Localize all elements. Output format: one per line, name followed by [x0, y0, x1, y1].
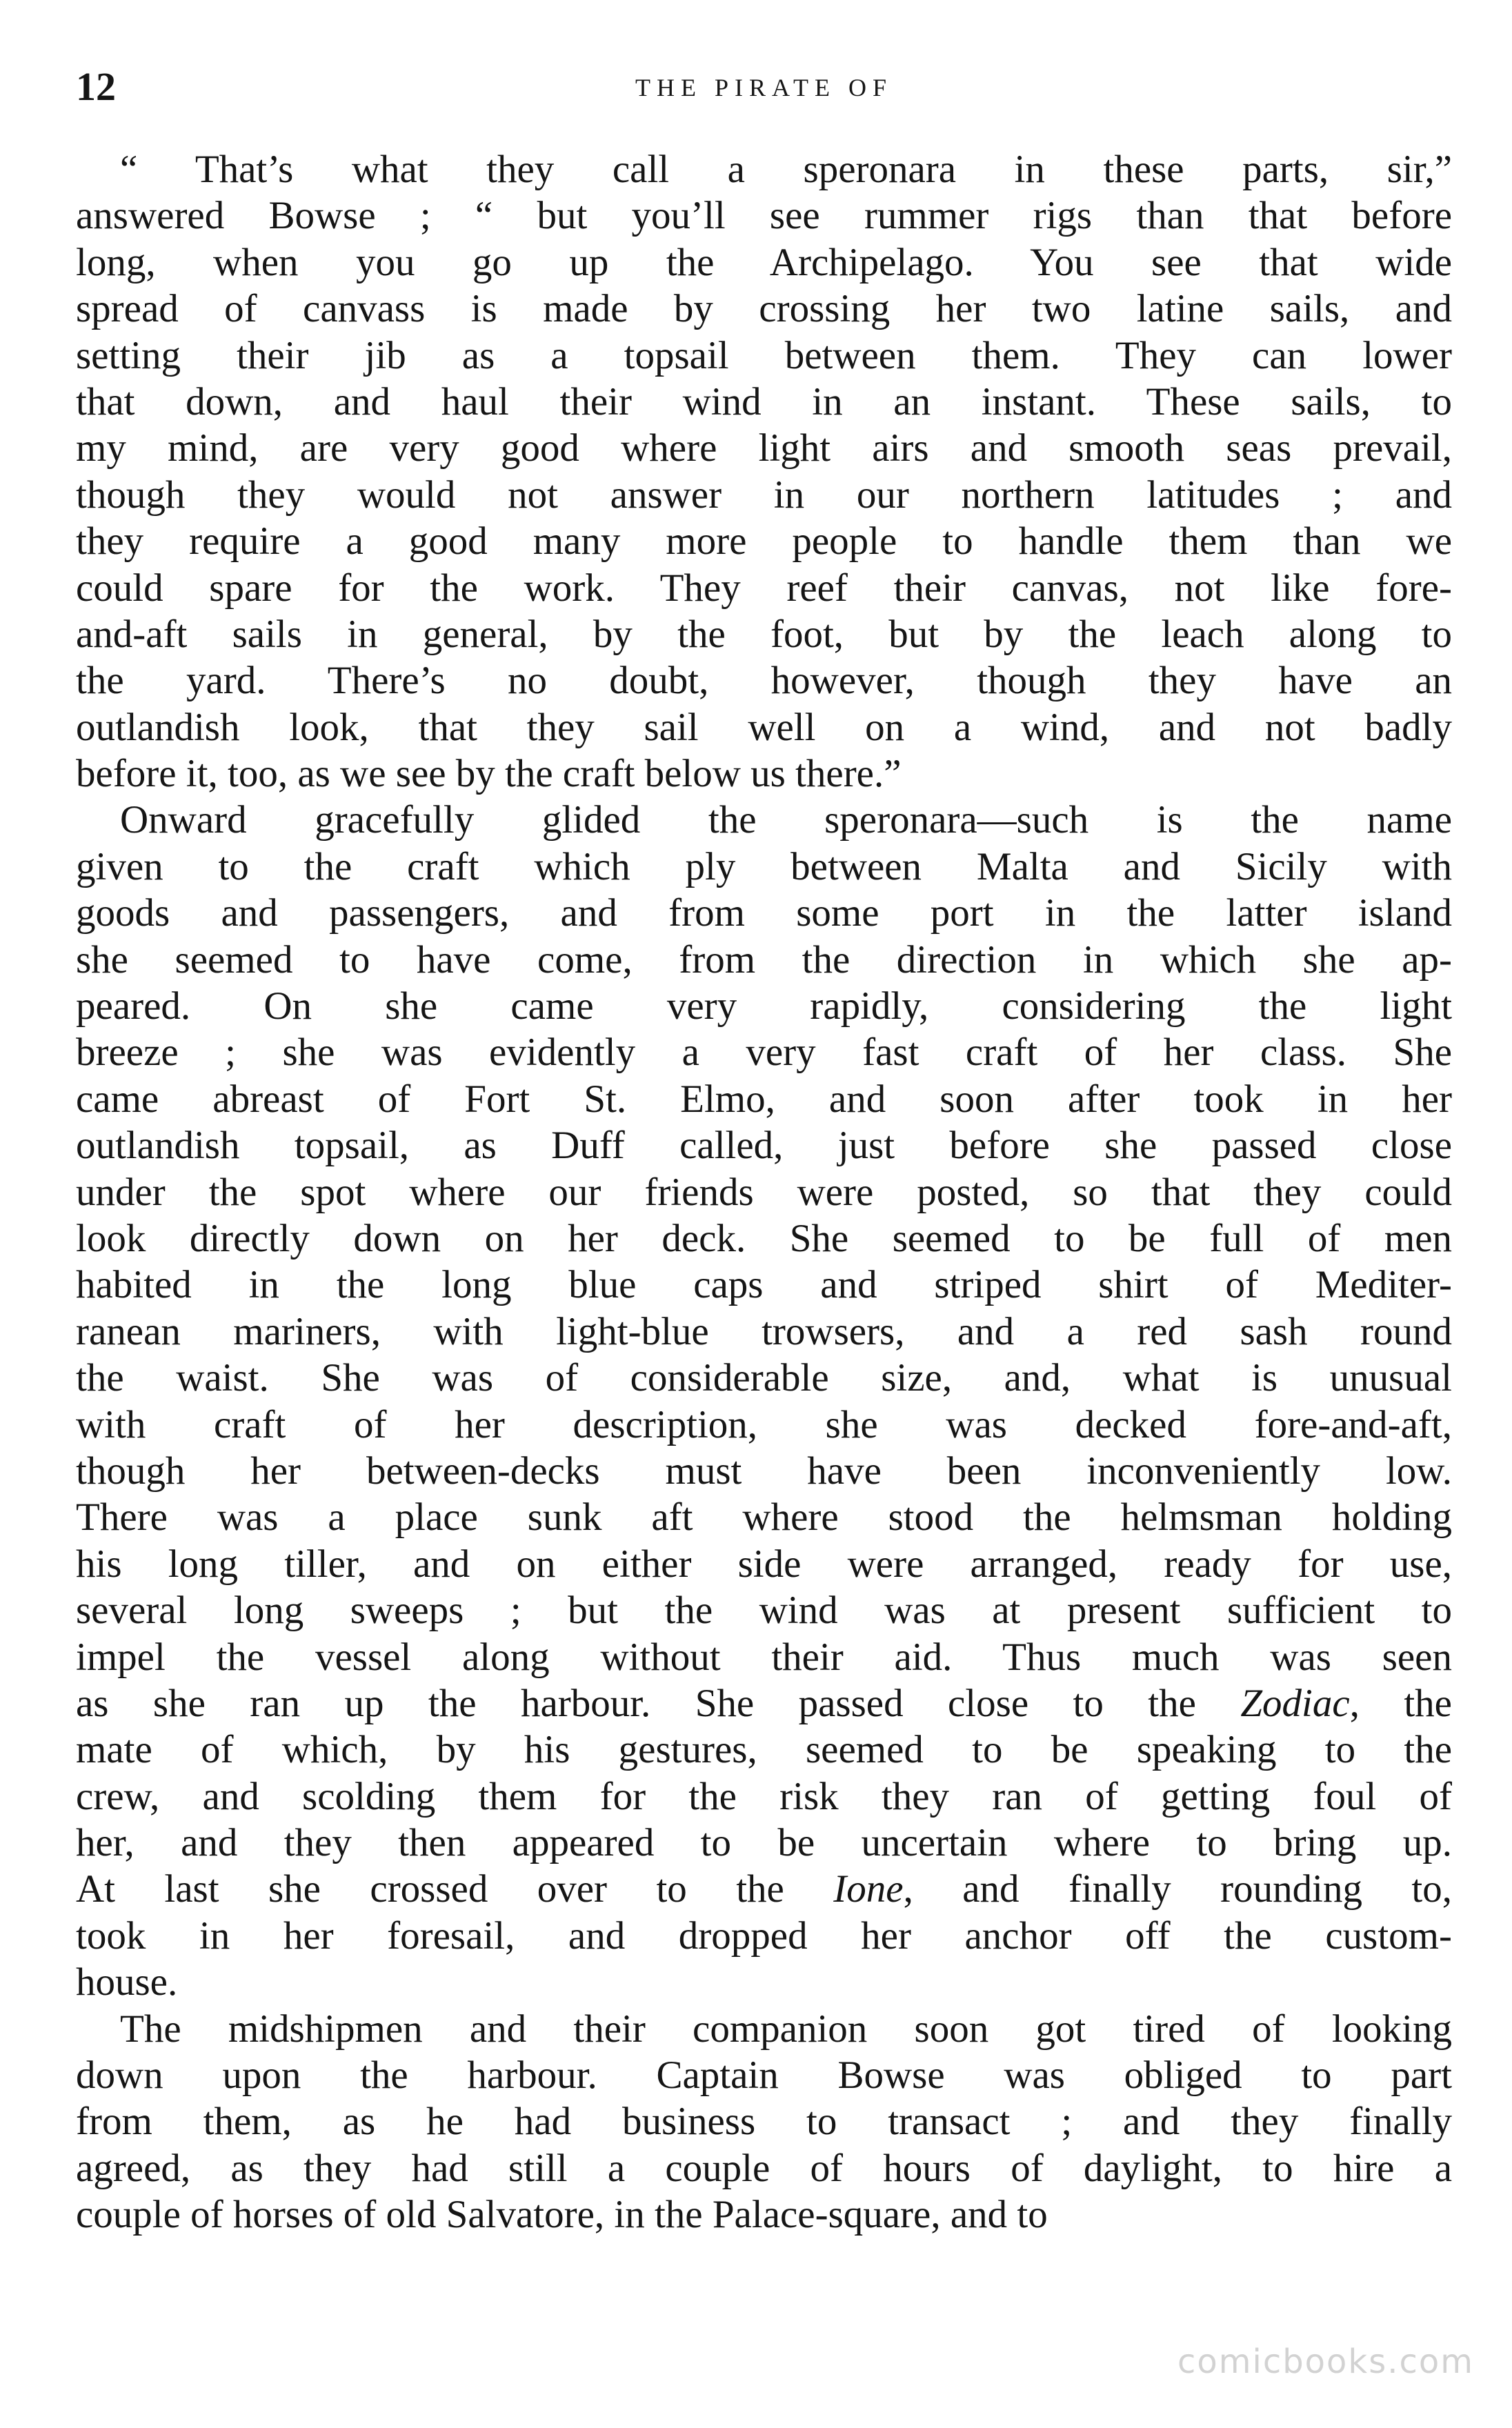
text-line: as she ran up the harbour. She passed close to the Zodiac, the	[76, 1681, 1452, 1725]
text-line: several long sweeps ; but the wind was at present sufficient to	[76, 1589, 1452, 1633]
text-line: ranean mariners, with light-blue trowsers, and a red sash round	[76, 1309, 1452, 1353]
text-line: setting their jib as a topsail between them. They can lower	[76, 333, 1452, 377]
text-line: peared. On she came very rapidly, considering the light	[76, 984, 1452, 1028]
text-line: habited in the long blue caps and striped shirt of Mediter-	[76, 1263, 1452, 1307]
text-line: though her between-decks must have been inconveniently low.	[76, 1449, 1452, 1493]
text-line: came abreast of Fort St. Elmo, and soon after took in her	[76, 1077, 1452, 1121]
paragraph	[76, 797, 1452, 2005]
text-line: “ That’s what they call a speronara in these parts, sir,”	[120, 148, 1452, 191]
text-line: goods and passengers, and from some port in the latter island	[76, 891, 1452, 935]
text-line: Onward gracefully glided the speronara—such is the name	[120, 798, 1452, 842]
page-number: 12	[76, 64, 116, 109]
paragraph	[76, 2006, 1452, 2238]
text-line: impel the vessel along without their aid. Thus much was seen	[76, 1635, 1452, 1679]
text-line: couple of horses of old Salvatore, in the Palace-square, and to	[76, 2193, 1048, 2237]
text-line: and-aft sails in general, by the foot, but by the leach along to	[76, 612, 1452, 656]
text-line: down upon the harbour. Captain Bowse was obliged to part	[76, 2053, 1452, 2098]
text-line: crew, and scolding them for the risk they ran of getting foul of	[76, 1774, 1452, 1818]
text-line: breeze ; she was evidently a very fast craft of her class. She	[76, 1031, 1452, 1075]
text-line: took in her foresail, and dropped her anchor off the custom-	[76, 1913, 1452, 1958]
text-line: the waist. She was of considerable size, and, what is unusual	[76, 1356, 1452, 1400]
text-line: look directly down on her deck. She seemed to be full of men	[76, 1216, 1452, 1260]
text-line: outlandish topsail, as Duff called, just before she passed close	[76, 1124, 1452, 1168]
text-line: they require a good many more people to handle them than we	[76, 519, 1452, 564]
running-title: THE PIRATE OF	[635, 74, 893, 101]
watermark: comicbooks.com	[1177, 2342, 1474, 2381]
text-line: The midshipmen and their companion soon got tired of looking	[120, 2007, 1452, 2051]
paragraph	[76, 146, 1452, 797]
text-line: she seemed to have come, from the direction in which she ap-	[76, 937, 1452, 982]
text-line: that down, and haul their wind in an instant. These sails, to	[76, 379, 1452, 424]
text-line: spread of canvass is made by crossing her two latine sails, and	[76, 287, 1452, 331]
body-text	[76, 146, 1452, 2238]
text-line: my mind, are very good where light airs and smooth seas prevail,	[76, 426, 1452, 470]
text-line: outlandish look, that they sail well on a wind, and not badly	[76, 705, 1452, 749]
text-line: his long tiller, and on either side were arranged, ready for use,	[76, 1542, 1452, 1586]
text-line: agreed, as they had still a couple of hours of daylight, to hire a	[76, 2146, 1452, 2190]
text-line: her, and they then appeared to be uncertain where to bring up.	[76, 1821, 1452, 1865]
text-line: answered Bowse ; “ but you’ll see rummer rigs than that before	[76, 194, 1452, 238]
text-line: given to the craft which ply between Malta and Sicily with	[76, 844, 1452, 888]
text-line: house.	[76, 1960, 178, 2004]
text-line: though they would not answer in our northern latitudes ; and	[76, 472, 1452, 517]
text-line: before it, too, as we see by the craft below us there.”	[76, 752, 902, 796]
text-line: from them, as he had business to transact ; and they finally	[76, 2100, 1452, 2144]
text-line: with craft of her description, she was decked fore-and-aft,	[76, 1402, 1452, 1446]
text-line: There was a place sunk aft where stood the helmsman holding	[76, 1495, 1452, 1540]
text-line: could spare for the work. They reef their canvas, not like fore-	[76, 566, 1452, 610]
text-line: long, when you go up the Archipelago. You see that wide	[76, 240, 1452, 284]
text-line: mate of which, by his gestures, seemed to be speaking to the	[76, 1728, 1452, 1772]
text-line: At last she crossed over to the Ione, and finally rounding to,	[76, 1867, 1452, 1911]
page-header	[76, 63, 1452, 119]
text-line: the yard. There’s no doubt, however, though they have an	[76, 659, 1452, 703]
text-line: under the spot where our friends were posted, so that they could	[76, 1170, 1452, 1214]
